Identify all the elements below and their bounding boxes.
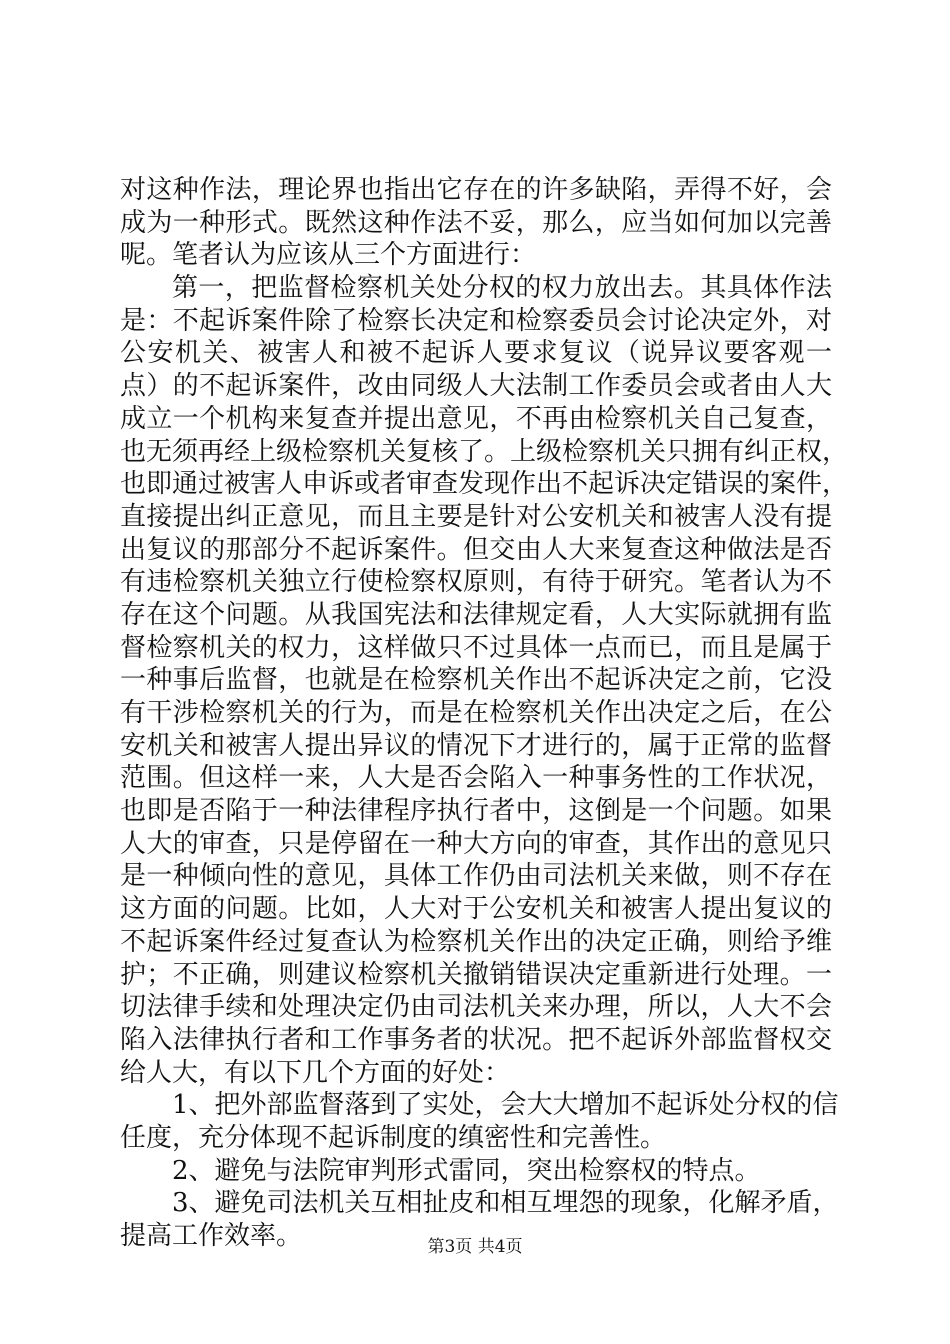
text-line: 切法律手续和处理决定仍由司法机关来办理，所以，人大不会 [120, 992, 832, 1023]
text-line: 点）的不起诉案件，改由同级人大法制工作委员会或者由人大 [120, 371, 832, 402]
text-line: 对这种作法，理论界也指出它存在的许多缺陷，弄得不好，会 [120, 175, 832, 205]
text-line: 有违检察机关独立行使检察权原则，有待于研究。笔者认为不 [120, 567, 832, 598]
text-line: 也即是否陷于一种法律程序执行者中，这倒是一个问题。如果 [120, 796, 832, 827]
page-footer: 第3页 共4页 [427, 1237, 523, 1257]
text-line: 一种事后监督，也就是在检察机关作出不起诉决定之前，它没 [120, 665, 832, 696]
text-line: 安机关和被害人提出异议的情况下才进行的，属于正常的监督 [120, 730, 832, 761]
text-line: 直接提出纠正意见，而且主要是针对公安机关和被害人没有提 [120, 501, 832, 532]
text-line: 护；不正确，则建议检察机关撤销错误决定重新进行处理。一 [120, 959, 832, 990]
text-line: 3、避免司法机关互相扯皮和相互埋怨的现象，化解矛盾， [172, 1188, 839, 1219]
text-line: 第一，把监督检察机关处分权的权力放出去。其具体作法 [172, 273, 832, 304]
text-line: 成立一个机构来复查并提出意见，不再由检察机关自己复查， [120, 403, 832, 434]
text-line: 有干涉检察机关的行为，而是在检察机关作出决定之后，在公 [120, 698, 832, 728]
text-line: 任度，充分体现不起诉制度的缜密性和完善性。 [120, 1122, 667, 1153]
text-line: 存在这个问题。从我国宪法和法律规定看，人大实际就拥有监 [120, 599, 832, 630]
text-line: 呢。笔者认为应该从三个方面进行： [120, 240, 537, 271]
text-line: 这方面的问题。比如，人大对于公安机关和被害人提出复议的 [120, 894, 832, 925]
text-line: 公安机关、被害人和被不起诉人要求复议（说异议要客观一 [120, 338, 832, 369]
text-line: 给人大，有以下几个方面的好处： [120, 1057, 511, 1088]
text-line: 是：不起诉案件除了检察长决定和检察委员会讨论决定外，对 [120, 305, 832, 336]
text-line: 也无须再经上级检察机关复核了。上级检察机关只拥有纠正权， [120, 436, 849, 467]
text-line: 出复议的那部分不起诉案件。但交由人大来复查这种做法是否 [120, 534, 832, 565]
text-line: 督检察机关的权力，这样做只不过具体一点而已，而且是属于 [120, 632, 832, 663]
text-line: 是一种倾向性的意见，具体工作仍由司法机关来做，则不存在 [120, 861, 832, 892]
text-line: 不起诉案件经过复查认为检察机关作出的决定正确，则给予维 [120, 926, 832, 957]
text-line: 人大的审查，只是停留在一种大方向的审查，其作出的意见只 [120, 828, 832, 859]
text-line: 也即通过被害人申诉或者审查发现作出不起诉决定错误的案件， [120, 469, 849, 500]
text-line: 提高工作效率。 [120, 1221, 303, 1251]
text-line: 成为一种形式。既然这种作法不妥，那么，应当如何加以完善 [120, 207, 832, 238]
text-line: 2、避免与法院审判形式雷同，突出检察权的特点。 [172, 1155, 761, 1186]
document-body [120, 174, 849, 1253]
text-line: 范围。但这样一来，人大是否会陷入一种事务性的工作状况， [120, 763, 832, 794]
text-line: 1、把外部监督落到了实处，会大大增加不起诉处分权的信 [172, 1090, 839, 1121]
text-line: 陷入法律执行者和工作事务者的状况。把不起诉外部监督权交 [120, 1024, 832, 1055]
